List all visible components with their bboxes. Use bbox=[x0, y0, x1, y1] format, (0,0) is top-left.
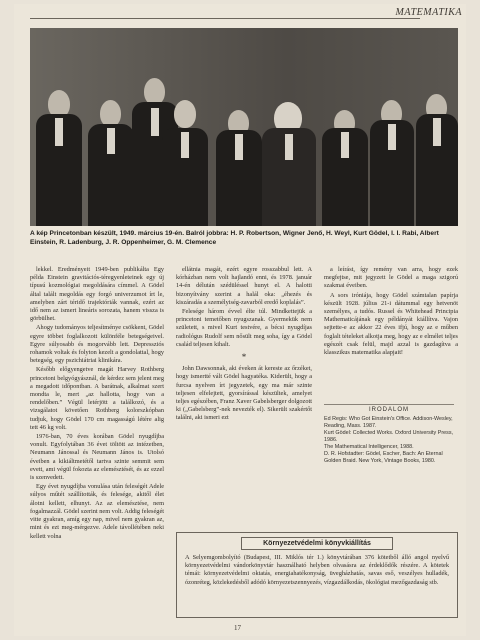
paragraph: Ahogy tudományos teljesítménye csökkent, Gödel egyre többet foglalkozott különféle betegségeivel. Egyre súlyosabb és mogorvább lett. Depressziós rohamok voltak és folyton kezelt a gondolattal, hogy betegség, egy pszichiátriai klinikára. bbox=[30, 324, 164, 365]
text-column-2 bbox=[176, 266, 312, 424]
header-rule bbox=[30, 18, 420, 19]
paragraph: 1976-ban, 70 éves korában Gödel nyugdíjba vonult. Egyfolytában 36 évet töltött az intézetben, Neumann Jánossal és Neumann János is. Utolsó éveiben a kikiáltmetétől tartva szinte semmit sem evett, ami végül fokozta az elemésztését, és az ezzel is szenvedett. bbox=[30, 433, 164, 482]
bibliography-item: D. R. Hofstadter: Gödel, Escher, Bach: An Eternal Golden Braid. New York, Vintage Books, 1980. bbox=[324, 451, 443, 464]
paragraph: John Dawsonnak, aki éveken át kereste az őrzéket, hogy ismertté vált Gödel hagyatéka. Kiderült, hogy a furcsa nyelven írt jegyzetek, egy ma már szinte teljesen elfelejtett, gyorsírással készültek, amelyet teljes egészében, Franz Xaver Gabelsberger dolgozott ki („Gabelsberg”-nek nevezték el). Sikerült szakértőt találni, aki ismeri ezt bbox=[176, 365, 312, 422]
group-photo bbox=[30, 28, 458, 226]
paragraph: a leírást, így remény van arra, hogy ezek megfejtse, mit jegyzett le Gödel a maga szigorú szakmai éveiben. bbox=[324, 266, 458, 290]
text-column-1 bbox=[30, 266, 164, 542]
bibliography bbox=[324, 404, 454, 465]
paragraph: ellátnia magát, ezért egyre rosszabbul lett. A kórházban nem volt hajlandó enni, és 1978. január 14-én délután szédüléssel hunyt el. A halotti bizonyítvány szerint a halál oka: „éhezés és kiszáradás a személyiség-zavarból eredő koplalás”. bbox=[176, 266, 312, 306]
bibliography-item: Ed Regis: Who Got Einstein's Office. Addison-Wesley, Reading, Mass. 1987. bbox=[324, 416, 453, 429]
bibliography-item: The Mathematical Intelligencer, 1988. bbox=[324, 444, 414, 450]
paragraph: Felesége három évvel élte túl. Mindkettejük a princetoni temetőben nyugszanak. Gyermekük nem született, s mivel Kurt testvére, a bécsi nyugdíjas radiológus Rudolf sem nősült meg soha, így a Gödel család teljesen kihalt. bbox=[176, 308, 312, 348]
box-text: A Selyemgombolyító (Budapest, III. Miklós tér 1.) könyvtárában 376 kötetből álló angol nyelvű környezetvédelmi vándorkönyvtár használható helyben olvasásra az érdeklődők részére. A kötetek témái: környezetvédelmi oktatás, energiahatékonyság, üvegházhatás, savas eső, veszélyes hulladék, ózonréteg, közlekedésből adódó környezetszennyezés, vízgazdálkodás, ökológiai mezőgazdaság stb. bbox=[185, 554, 449, 586]
section-label: MATEMATIKA bbox=[395, 7, 462, 18]
photo-caption: A kép Princetonban készült, 1949. március 19-én. Balról jobbra: H. P. Robertson, Wigner Jenő, H. Weyl, Kurt Gödel, I. I. Rabi, Albert Einstein, R. Ladenburg, J. R. Oppenheimer, G. M. Clemence bbox=[30, 230, 439, 246]
magazine-page bbox=[14, 4, 466, 636]
paragraph: Később előgyengetve magát Harvey Rothberg princetoni belgyógyásznál, de kérdez sem jelent meg a megadott időpontban. A barátnak, alkalmat szert mondta le, mert „az hallotta, hogy van a rendelőben.” Végül letérjött a találkozó, és a vizsgálatot követően Rothberg kolorszkópban tudjuk, hogy Gödel 170 cm magasságú létére alig tett 46 kg volt. bbox=[30, 366, 164, 431]
exhibition-box bbox=[176, 532, 458, 618]
paragraph: lekkel. Eredményeit 1949-ben publikálta Egy példa Einstein gravitációs-téregyenleteinek egy új típusú kozmológiai megoldására címmel. A Gödel által talált megoldás egy forgó univerzumot írt le, amelyben zárt téridő trajektóriák vannak, ezért az idő nem az ismert lineáris sorozata, hanem vissza is görbülhet. bbox=[30, 266, 164, 323]
box-title: Környezetvédelmi könyvkiállítás bbox=[241, 537, 393, 550]
bibliography-title: IRODALOM bbox=[368, 407, 409, 413]
paragraph: Egy évet nyugdíjba vonulása után feleségét Adele súlyos műtét szállították, és felesége, akitől élet álotni kellett, elhunyt. Az az elemésztése, nem fogalmazzál. Gödel szerint nem volt. Addig feleségét vitte gyakran, amíg egy nap, mivel nem gyakran az, mint és ezt meg-mérgezve. Adele távollétében neki kellett volna bbox=[30, 483, 164, 540]
paragraph: A sors iróniája, hogy Gödel számtalan papírja készült 1928. július 21-i dátummal egy hetvenöt személyes, a tudós. Russel és Whitehead Principia Mathematicájának egy példányát kiállítva. Vajon sejtette-e az akkor 22 éves ifjú, hogy az e műben foglalt tételeket alkotja meg, hogy az e elmélet teljes egészét csak felül, majd azzal is gazdagítva a klasszikus matematika alapjait! bbox=[324, 291, 458, 357]
page-number: 17 bbox=[234, 624, 241, 632]
section-separator: * bbox=[241, 352, 247, 363]
text-column-3 bbox=[324, 266, 458, 358]
bibliography-item: Kurt Gödel: Collected Works. Oxford University Press, 1986. bbox=[324, 430, 454, 443]
